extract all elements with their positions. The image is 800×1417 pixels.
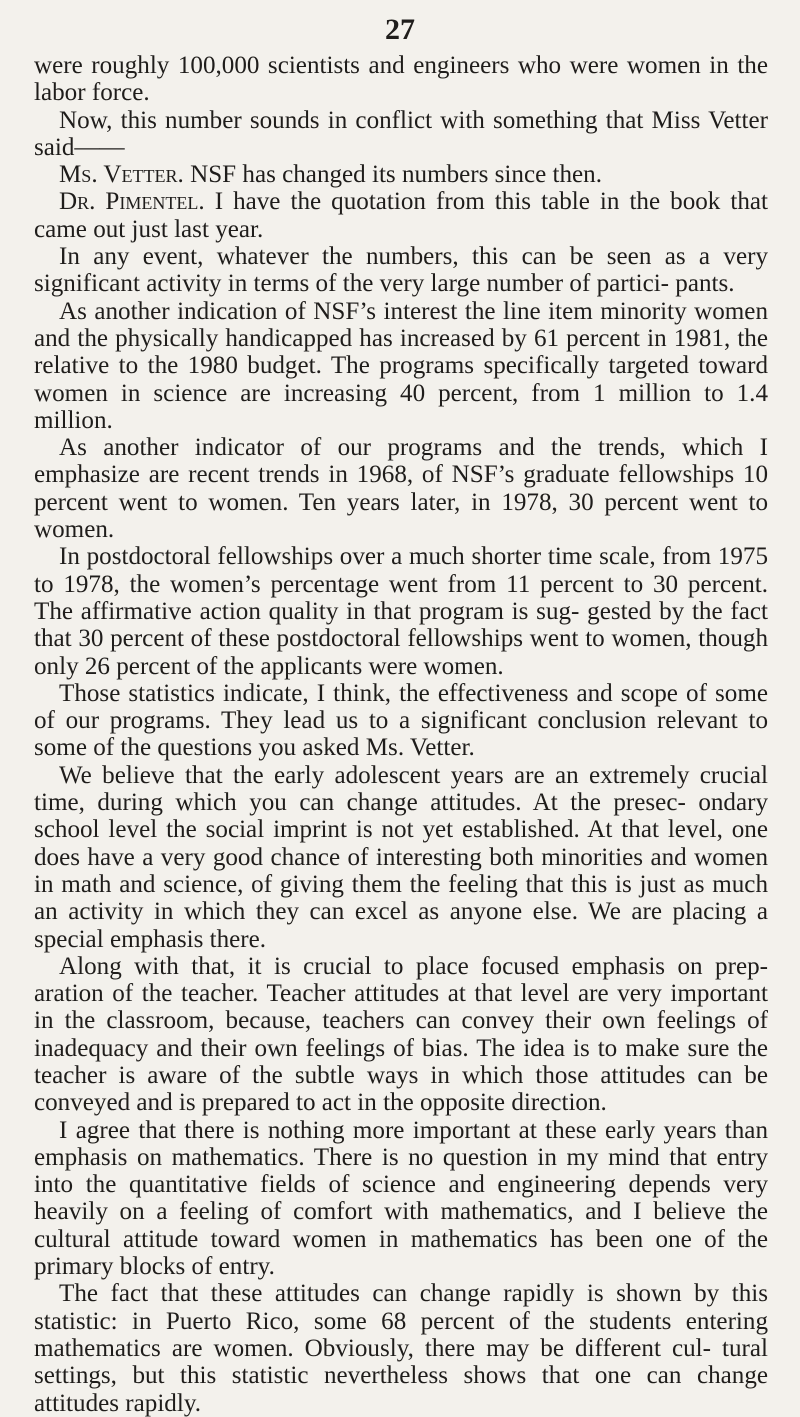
paragraph-10	[34, 762, 768, 953]
paragraph-12	[34, 1117, 768, 1281]
paragraph-9	[34, 680, 768, 762]
paragraph-11	[34, 953, 768, 1117]
paragraph-text: As another indication of NSF’s interest the line item minority women and the physically handicapped has increased by 61 percent in 1981, the relative to the 1980 budget. The programs specifically targeted toward women in science are increasing 40 percent, from 1 million to 1.4 million.	[34, 297, 768, 434]
paragraph-5	[34, 243, 768, 298]
page-text	[34, 52, 768, 1417]
paragraph-text: Now, this number sounds in conflict with something that Miss Vetter said——	[34, 106, 768, 161]
paragraph-text: Those statistics indicate, I think, the effectiveness and scope of some of our programs. They lead us to a significant conclusion relevant to some of the questions you asked Ms. Vetter.	[34, 679, 768, 762]
paragraph-8	[34, 543, 768, 679]
paragraph-text: In postdoctoral fellowships over a much shorter time scale, from 1975 to 1978, the women’s percentage went from 11 percent to 30 percent. The affirmative action quality in that program is sug- gested by the fact that 30 percent of these postdoctoral fellowships went to women, though only 26 percent of the applicants were women.	[34, 543, 768, 680]
paragraph-text: As another indicator of our programs and the trends, which I emphasize are recent trends in 1968, of NSF’s graduate fellowships 10 percent went to women. Ten years later, in 1978, 30 percent went to women.	[34, 434, 768, 544]
paragraph-13	[34, 1280, 768, 1416]
paragraph-text: We believe that the early adolescent years are an extremely crucial time, during which you can change attitudes. At the presec- ondary school level the social imprint is not yet established. At that level, one does have a very good chance of interesting both minorities and women in math and science, of giving them the feeling that this is just as much an activity in which they can excel as anyone else. We are placing a special emphasis there.	[34, 761, 768, 953]
page-number: 27	[385, 13, 415, 46]
paragraph-7	[34, 434, 768, 543]
paragraph-text: NSF has changed its numbers since then.	[183, 161, 602, 189]
paragraph-text: The fact that these attitudes can change rapidly is shown by this statistic: in Puerto Rico, some 68 percent of the students entering mathematics are women. Obviously, there may be different cul- tural settings, but this statistic nevertheless shows that one can change attitudes rapidly.	[34, 1280, 768, 1417]
paragraph-2	[34, 107, 768, 162]
paragraph-text: were roughly 100,000 scientists and engineers who were women in the labor force.	[34, 52, 768, 107]
paragraph-text: I agree that there is nothing more important at these early years than emphasis on mathematics. There is no question in my mind that entry into the quantitative fields of science and engineering depends very heavily on a feeling of comfort with mathematics, and I believe the cultural attitude toward women in mathematics has been one of the primary blocks of entry.	[34, 1116, 768, 1281]
paragraph-4	[34, 188, 768, 243]
speaker-name: Dr. Pimentel.	[59, 188, 205, 216]
paragraph-text: I have the quotation from this table in the book that came out just last year.	[34, 188, 768, 243]
paragraph-1	[34, 52, 768, 107]
paragraph-text: In any event, whatever the numbers, this can be seen as a very significant activity in terms of the very large number of partici- pants.	[34, 243, 768, 298]
paragraph-text: Along with that, it is crucial to place focused emphasis on prep- aration of the teacher. Teacher attitudes at that level are very important in the classroom, because, teachers can convey their own feelings of inadequacy and their own feelings of bias. The idea is to make sure the teacher is aware of the subtle ways in which those attitudes can be conveyed and is prepared to act in the opposite direction.	[34, 952, 768, 1117]
speaker-name: Ms. Vetter.	[59, 161, 184, 189]
paragraph-3	[34, 161, 768, 188]
paragraph-6	[34, 298, 768, 434]
